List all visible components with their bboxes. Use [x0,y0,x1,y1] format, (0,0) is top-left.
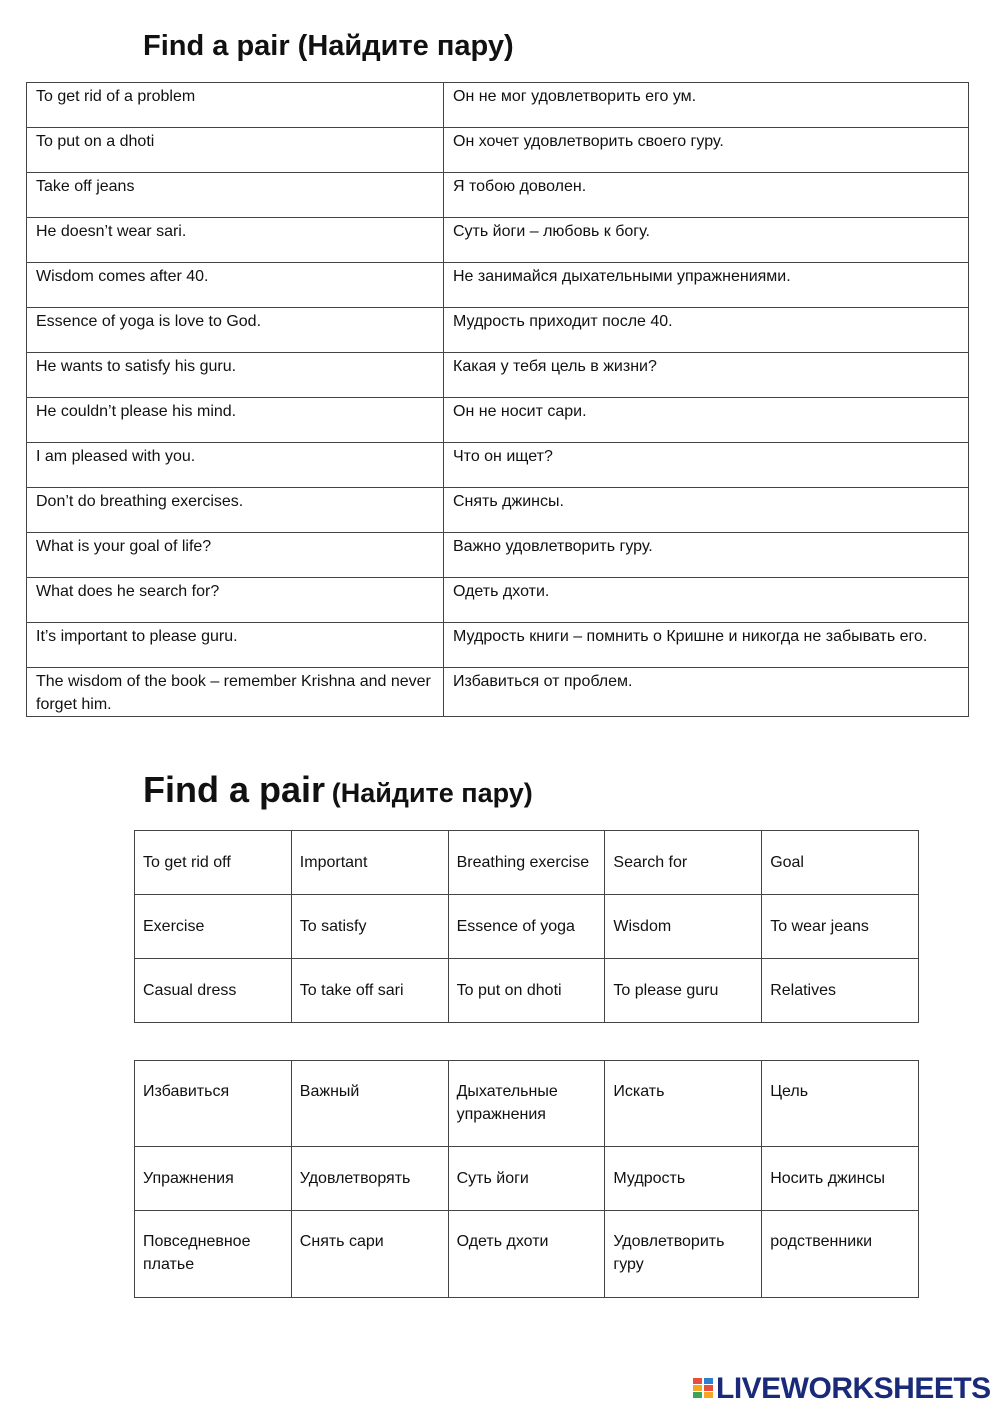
english-word-cell: To get rid off [135,831,292,895]
table-row [27,173,969,218]
english-word-cell: Essence of yoga [448,895,605,959]
table-row [135,1061,919,1147]
russian-phrase-cell: Не занимайся дыхательными упражнениями. [444,263,969,308]
russian-words-grid [134,1060,919,1298]
russian-phrase-cell: Он не мог удовлетворить его ум. [444,83,969,128]
russian-word-cell: Цель [762,1061,919,1147]
russian-phrase-cell: Какая у тебя цель в жизни? [444,353,969,398]
russian-phrase-cell: Я тобою доволен. [444,173,969,218]
russian-phrase-cell: Он не носит сари. [444,398,969,443]
table-row [27,488,969,533]
english-word-cell: Breathing exercise [448,831,605,895]
english-phrase-cell: What is your goal of life? [27,533,444,578]
russian-word-cell: Дыхательные упражнения [448,1061,605,1147]
table-row [27,128,969,173]
russian-word-cell: Суть йоги [448,1147,605,1211]
russian-phrase-cell: Мудрость книги – помнить о Кришне и никогда не забывать его. [444,623,969,668]
table-row [27,578,969,623]
russian-word-cell: Мудрость [605,1147,762,1211]
english-phrase-cell: Take off jeans [27,173,444,218]
english-phrase-cell: The wisdom of the book – remember Krishna and never forget him. [27,668,444,717]
russian-word-cell: Избавиться [135,1061,292,1147]
english-phrase-cell: He doesn’t wear sari. [27,218,444,263]
pairs-table [26,82,969,717]
english-word-cell: To please guru [605,959,762,1023]
russian-word-cell: Упражнения [135,1147,292,1211]
english-word-cell: Exercise [135,895,292,959]
table-row [27,623,969,668]
russian-word-cell: Носить джинсы [762,1147,919,1211]
english-phrase-cell: It’s important to please guru. [27,623,444,668]
english-phrase-cell: What does he search for? [27,578,444,623]
english-phrase-cell: He couldn’t please his mind. [27,398,444,443]
russian-phrase-cell: Избавиться от проблем. [444,668,969,717]
english-word-cell: To wear jeans [762,895,919,959]
table-row [27,308,969,353]
russian-phrase-cell: Он хочет удовлетворить своего гуру. [444,128,969,173]
table-row [27,533,969,578]
english-phrase-cell: To put on a dhoti [27,128,444,173]
table-row [27,218,969,263]
liveworksheets-logo-icon [692,1374,714,1404]
section-title-main: Find a pair [143,769,326,810]
english-word-cell: Goal [762,831,919,895]
table-row [27,263,969,308]
english-phrase-cell: Wisdom comes after 40. [27,263,444,308]
russian-phrase-cell: Снять джинсы. [444,488,969,533]
english-phrase-cell: Essence of yoga is love to God. [27,308,444,353]
russian-word-cell: Снять сари [291,1211,448,1298]
table-row [27,353,969,398]
english-word-cell: Search for [605,831,762,895]
russian-word-cell: Удовлетворять [291,1147,448,1211]
russian-phrase-cell: Одеть дхоти. [444,578,969,623]
table-row [27,83,969,128]
table-row [135,1211,919,1298]
english-word-cell: To satisfy [291,895,448,959]
table-row [135,831,919,895]
russian-word-cell: Искать [605,1061,762,1147]
russian-word-cell: Повседневное платье [135,1211,292,1298]
russian-phrase-cell: Важно удовлетворить гуру. [444,533,969,578]
english-phrase-cell: Don’t do breathing exercises. [27,488,444,533]
russian-word-cell: Одеть дхоти [448,1211,605,1298]
russian-phrase-cell: Мудрость приходит после 40. [444,308,969,353]
table-row [135,959,919,1023]
russian-word-cell: Важный [291,1061,448,1147]
russian-phrase-cell: Что он ищет? [444,443,969,488]
russian-word-cell: родственники [762,1211,919,1298]
english-word-cell: Wisdom [605,895,762,959]
english-word-cell: Relatives [762,959,919,1023]
section-title [143,766,533,819]
english-word-cell: To take off sari [291,959,448,1023]
table-row [27,668,969,717]
page-title: Find a pair (Найдите пару) [143,30,514,62]
english-phrase-cell: I am pleased with you. [27,443,444,488]
english-word-cell: Important [291,831,448,895]
table-row [27,398,969,443]
table-row [27,443,969,488]
english-word-cell: To put on dhoti [448,959,605,1023]
russian-word-cell: Удовлетворить гуру [605,1211,762,1298]
english-word-cell: Casual dress [135,959,292,1023]
english-phrase-cell: He wants to satisfy his guru. [27,353,444,398]
liveworksheets-brand [692,1372,991,1406]
section-title-sub: (Найдите пару) [331,778,533,808]
table-row [135,1147,919,1211]
table-row [135,895,919,959]
russian-phrase-cell: Суть йоги – любовь к богу. [444,218,969,263]
liveworksheets-wordmark: LIVEWORKSHEETS [716,1372,991,1405]
english-words-grid [134,830,919,1023]
english-phrase-cell: To get rid of a problem [27,83,444,128]
